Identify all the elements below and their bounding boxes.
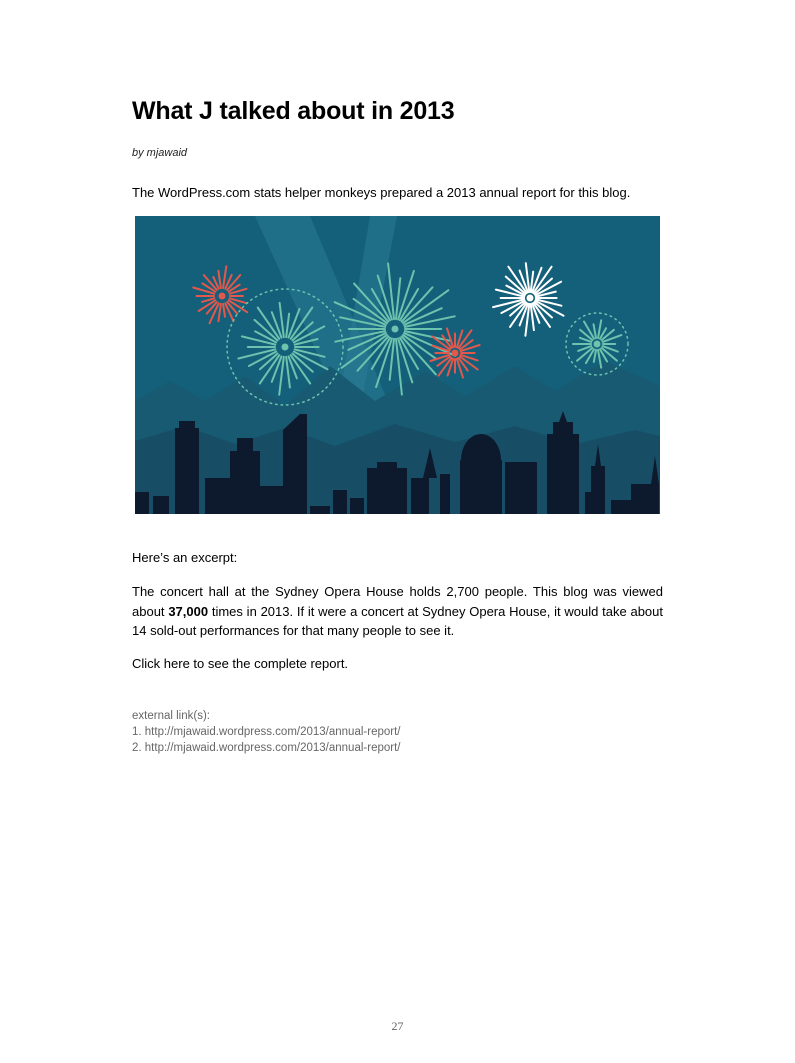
external-link-item[interactable]: 1. http://mjawaid.wordpress.com/2013/annual-report/ (132, 726, 401, 738)
fireworks-skyline-image (135, 216, 660, 514)
page-number: 27 (391, 1019, 404, 1033)
concert-text-end: times in 2013. If it were a concert at Sydney Opera House, it would take about 14 sold-out performances for that many people to see it. (132, 603, 663, 638)
views-count: 37,000 (168, 603, 209, 619)
intro-paragraph: The WordPress.com stats helper monkeys prepared a 2013 annual report for this blog. (132, 185, 631, 200)
concert-paragraph (132, 582, 663, 641)
excerpt-label: Here’s an excerpt: (132, 550, 238, 565)
byline: by mjawaid (132, 147, 188, 159)
external-links-heading: external link(s): (132, 710, 210, 722)
external-link-item[interactable]: 2. http://mjawaid.wordpress.com/2013/annual-report/ (132, 742, 401, 754)
complete-report-link[interactable]: Click here to see the complete report. (132, 656, 349, 671)
concert-text-start: The concert hall at the Sydney Opera House holds 2,700 people. This blog was viewed about (132, 584, 663, 619)
page-title: What J talked about in 2013 (132, 97, 455, 125)
external-links (132, 708, 400, 756)
